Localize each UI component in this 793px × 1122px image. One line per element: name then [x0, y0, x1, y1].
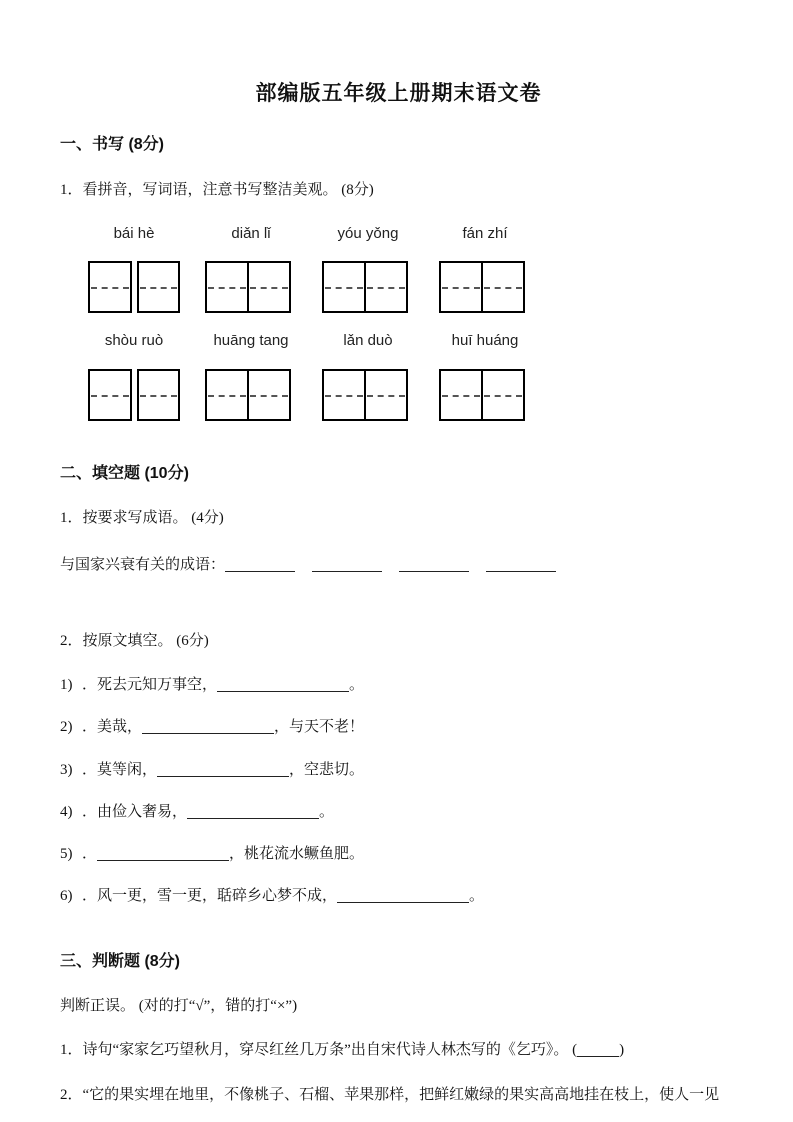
- page-title: 部编版五年级上册期末语文卷: [255, 82, 542, 105]
- section2-question2: 2．按原文填空。 (6分): [60, 632, 209, 649]
- writing-box: [481, 369, 525, 421]
- writing-box: [88, 261, 132, 313]
- fill-item: [60, 802, 737, 822]
- fill-item: [60, 675, 737, 695]
- fill-item-pre-text: ．由俭入奢易，: [82, 803, 188, 820]
- fill-item-post-text: ，桃花流水鳜鱼肥。: [229, 846, 365, 863]
- idiom-prompt: 与国家兴衰有关的成语：: [60, 556, 226, 573]
- pinyin-word-group: [88, 331, 180, 420]
- fill-blank-line: [217, 676, 349, 692]
- pinyin-word-group: [322, 331, 414, 420]
- pinyin-word-group: [88, 224, 180, 313]
- idiom-blank-line: [312, 556, 382, 572]
- fill-item-post-text: ，空悲切。: [289, 761, 365, 778]
- writing-box: [247, 369, 291, 421]
- pinyin-word-group: [205, 224, 297, 313]
- fill-item-pre-text: ．美哉，: [82, 719, 143, 736]
- fill-item-number: 5): [60, 846, 73, 863]
- pinyin-label: diǎn lǐ: [231, 225, 271, 243]
- writing-box: [364, 369, 408, 421]
- fill-item: [60, 717, 737, 737]
- judge-question1: [60, 1040, 737, 1060]
- writing-box: [137, 261, 181, 313]
- pinyin-row-2: [88, 331, 737, 420]
- section2-question1: 1．按要求写成语。 (4分): [60, 510, 224, 527]
- pinyin-label: lǎn duò: [343, 332, 393, 350]
- writing-box: [88, 369, 132, 421]
- fill-item: [60, 760, 737, 780]
- writing-box-pair: [88, 261, 180, 313]
- writing-box: [322, 261, 366, 313]
- fill-item-post-text: 。: [469, 888, 485, 905]
- idiom-fill-line: [60, 555, 737, 575]
- fill-item-pre-text: ．: [82, 846, 98, 863]
- pinyin-label: fán zhí: [462, 225, 508, 243]
- writing-box-pair: [205, 261, 297, 313]
- fill-item-number: 1): [60, 677, 73, 694]
- section2-header: 二、填空题 (10分): [60, 464, 189, 482]
- fill-item-pre-text: ．莫等闲，: [82, 761, 158, 778]
- pinyin-word-group: [205, 331, 297, 420]
- fill-item: [60, 886, 737, 906]
- fill-blank-line: [157, 761, 289, 777]
- fill-item-post-text: 。: [349, 677, 365, 694]
- pinyin-word-group: [439, 224, 531, 313]
- writing-box-pair: [322, 261, 414, 313]
- writing-box: [322, 369, 366, 421]
- writing-box: [247, 261, 291, 313]
- pinyin-label: bái hè: [113, 225, 155, 243]
- pinyin-label: huī huáng: [451, 332, 519, 350]
- writing-box-pair: [205, 369, 297, 421]
- fill-item-post-text: 。: [319, 803, 335, 820]
- writing-box: [205, 261, 249, 313]
- section1-question1: 1．看拼音，写词语，注意书写整洁美观。 (8分): [60, 181, 374, 198]
- section3-header: 三、判断题 (8分): [60, 952, 181, 970]
- judge-question2: 2．“它的果实埋在地里，不像桃子、石榴、苹果那样，把鲜红嫩绿的果实高高地挂在枝上，使人一见: [60, 1086, 720, 1103]
- fill-blank-line: [337, 887, 469, 903]
- writing-box-pair: [439, 369, 531, 421]
- judge-instruction: 判断正误。 (对的打“√”，错的打“×”): [60, 998, 298, 1015]
- fill-item-pre-text: ．死去元知万事空，: [82, 677, 218, 694]
- pinyin-row-1: [88, 224, 737, 313]
- answer-blank-line: [577, 1041, 619, 1057]
- fill-in-items: [60, 675, 737, 907]
- answer-blank: ( ): [572, 1042, 625, 1059]
- fill-item: [60, 844, 737, 864]
- fill-item-number: 6): [60, 888, 73, 905]
- fill-item-post-text: ，与天不老！: [274, 719, 365, 736]
- section1-header: 一、书写 (8分): [60, 136, 165, 154]
- fill-blank-line: [142, 718, 274, 734]
- pinyin-label: huāng tang: [213, 332, 289, 350]
- writing-box-pair: [322, 369, 414, 421]
- pinyin-writing-area: [88, 224, 737, 421]
- fill-item-pre-text: ．风一更，雪一更，聒碎乡心梦不成，: [82, 888, 338, 905]
- fill-item-number: 2): [60, 719, 73, 736]
- writing-box: [364, 261, 408, 313]
- writing-box: [205, 369, 249, 421]
- fill-blank-line: [97, 845, 229, 861]
- idiom-blank-line: [225, 556, 295, 572]
- idiom-blank-line: [486, 556, 556, 572]
- fill-blank-line: [187, 803, 319, 819]
- writing-box: [439, 369, 483, 421]
- idiom-blank-line: [399, 556, 469, 572]
- fill-item-number: 3): [60, 761, 73, 778]
- pinyin-label: shòu ruò: [104, 332, 164, 350]
- writing-box: [481, 261, 525, 313]
- writing-box: [439, 261, 483, 313]
- pinyin-label: yóu yǒng: [337, 225, 399, 243]
- writing-box-pair: [439, 261, 531, 313]
- pinyin-word-group: [322, 224, 414, 313]
- judge-question1-text: 1．诗句“家家乞巧望秋月，穿尽红丝几万条”出自宋代诗人林杰写的《乞巧》。: [60, 1042, 569, 1059]
- writing-box: [137, 369, 181, 421]
- fill-item-number: 4): [60, 803, 73, 820]
- pinyin-word-group: [439, 331, 531, 420]
- writing-box-pair: [88, 369, 180, 421]
